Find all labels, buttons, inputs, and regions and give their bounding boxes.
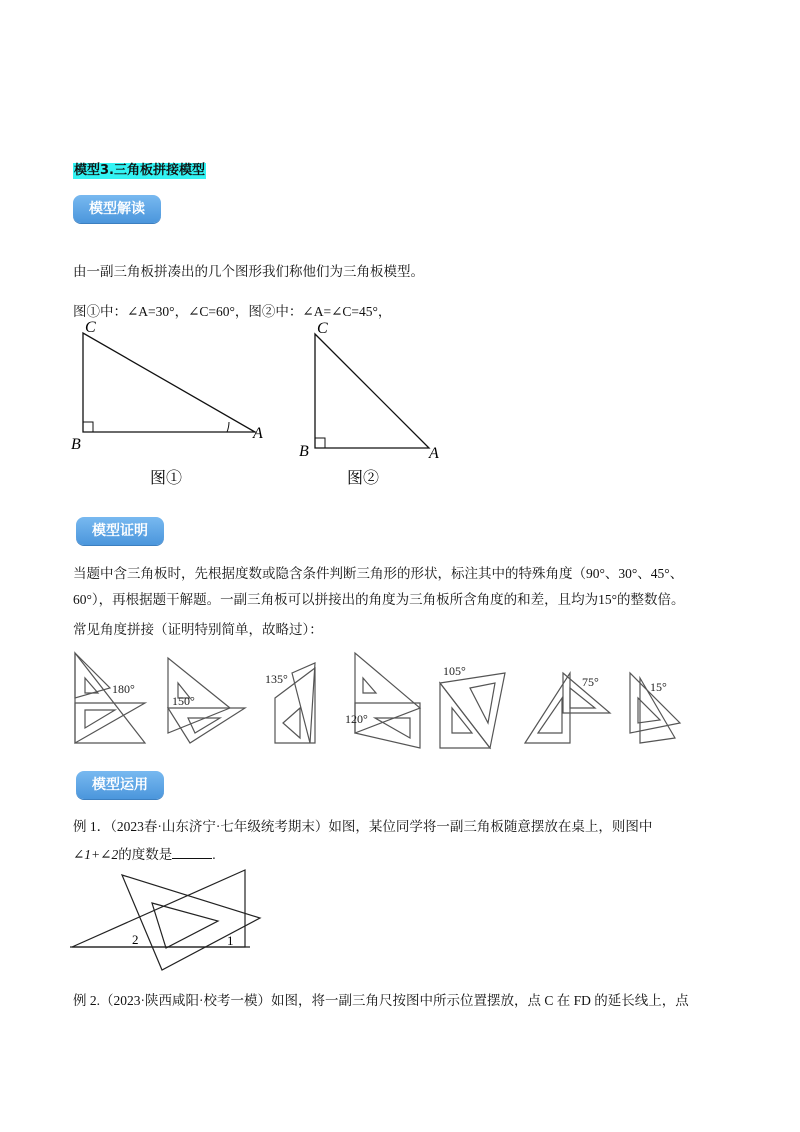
angle-label-75: 75°: [582, 675, 599, 689]
example-1-figure: [70, 860, 270, 972]
angle-label-105: 105°: [443, 664, 466, 678]
tag-model-interpret: 模型解读: [73, 195, 161, 223]
example-1-label-1: 1: [227, 933, 234, 948]
intro-text: 由一副三角板拼凑出的几个图形我们称他们为三角板模型。: [73, 264, 424, 279]
tag-model-apply: 模型运用: [76, 771, 164, 799]
proof-text-1: 当题中含三角板时，先根据度数或隐含条件判断三角形的形状，标注其中的特殊角度（90°、30°、45°、: [73, 566, 684, 581]
fig2-label-a: A: [429, 445, 439, 462]
example-1-text: 例 1．（2023春·山东济宁·七年级统考期末）如图，某位同学将一副三角板随意摆放在桌上，则图中: [73, 819, 653, 834]
angle-splicing-diagrams: [70, 648, 700, 753]
example-2-text: 例 2.（2023·陕西咸阳·校考一模）如图，将一副三角尺按图中所示位置摆放，点 C 在 FD 的延长线上，点: [73, 993, 689, 1008]
answer-blank[interactable]: [172, 844, 212, 859]
figure-1-triangle: [65, 318, 275, 493]
angles-text: 图①中：∠A=30°，∠C=60°，图②中：∠A=∠C=45°，: [73, 304, 392, 319]
fig1-label-a: A: [253, 425, 263, 442]
fig1-label-c: C: [85, 319, 96, 336]
proof-text-2: 60°），再根据题干解题。一副三角板可以拼接出的角度为三角板所含角度的和差，且均为15°的整数倍。: [73, 592, 685, 607]
fig2-label-c: C: [317, 320, 328, 337]
proof-text-3: 常见角度拼接（证明特别简单，故略过）：: [73, 622, 323, 637]
angle-label-180: 180°: [112, 682, 135, 696]
example-1-label-2: 2: [132, 932, 139, 947]
section-heading: 模型3.三角板拼接模型: [74, 163, 205, 178]
fig1-label-b: B: [71, 436, 81, 453]
fig2-caption: 图②: [347, 470, 380, 487]
angle-label-150: 150°: [172, 694, 195, 708]
figure-2-triangle: [295, 318, 455, 493]
angle-label-15: 15°: [650, 680, 667, 694]
example-1-expression: ∠1+∠2: [73, 847, 119, 862]
example-1-end: .: [212, 847, 216, 862]
fig1-caption: 图①: [150, 470, 183, 487]
fig2-label-b: B: [299, 443, 309, 460]
angle-label-120: 120°: [345, 712, 368, 726]
tag-model-proof: 模型证明: [76, 517, 164, 545]
angle-label-135: 135°: [265, 672, 288, 686]
example-1-suffix: 的度数是: [118, 847, 173, 862]
